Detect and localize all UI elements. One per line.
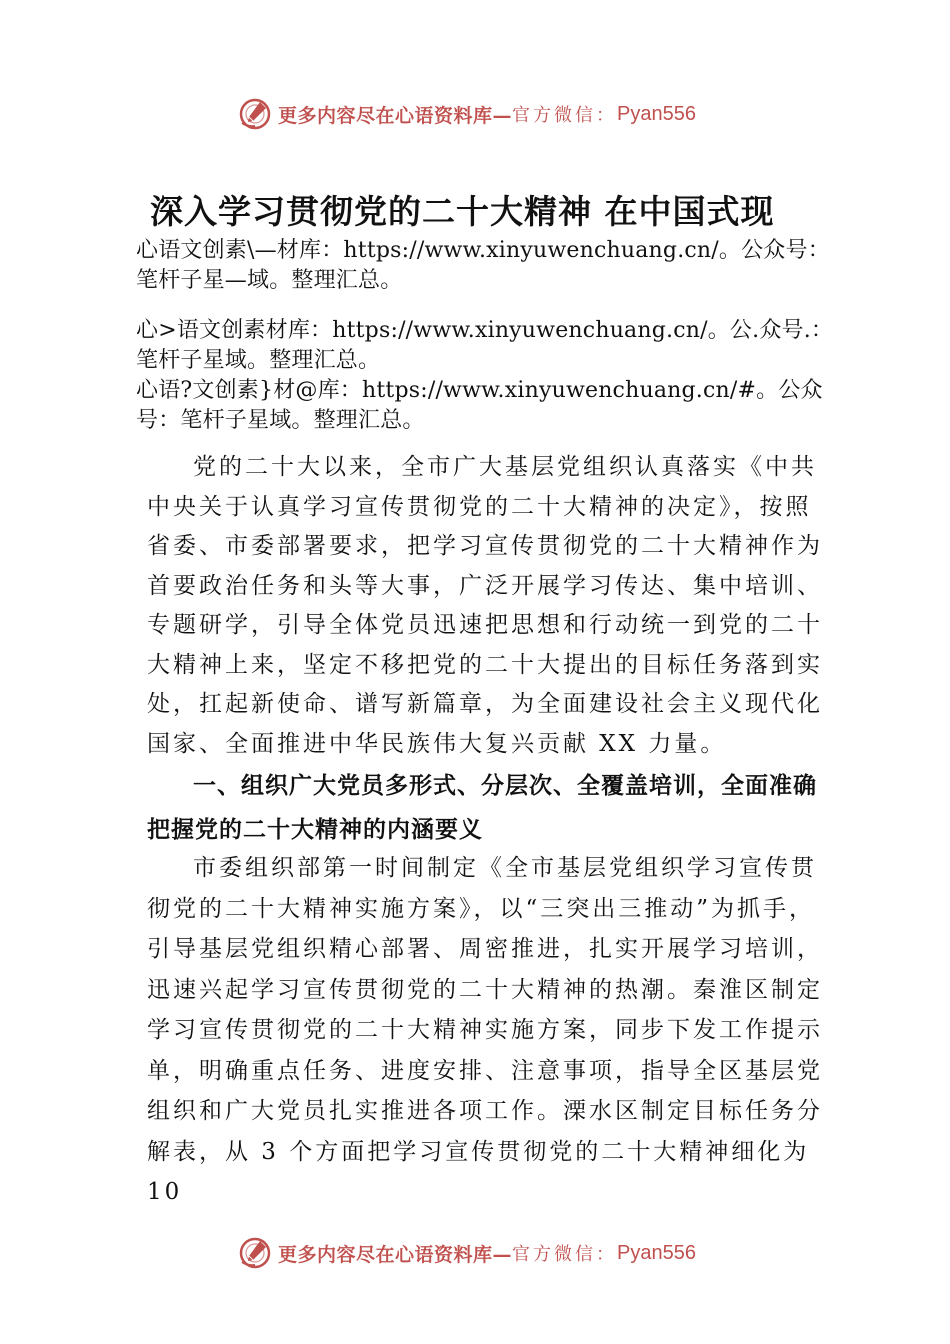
document-title: 深入学习贯彻党的二十大精神 在中国式现 (150, 192, 775, 231)
source-note-3: 心语?文创素}材@库：https://www.xinyuwenchuang.cn/#。公众号：笔杆子星域。整理汇总。 (136, 378, 823, 433)
source-note-1: 心语文创素\—材库：https://www.xinyuwenchuang.cn/。公众号：笔杆子星—域。整理汇总。 (136, 238, 830, 293)
pen-nib-circle-icon (238, 1236, 272, 1270)
pen-nib-circle-icon (238, 97, 272, 131)
section-heading-1: 一、组织广大党员多形式、分层次、全覆盖培训，全面准确把握党的二十大精神的内涵要义 (147, 773, 817, 843)
source-note-2: 心>语文创素材库：https://www.xinyuwenchuang.cn/。公.众号.：笔杆子星域。整理汇总。 (136, 318, 834, 373)
wechat-id: Pyan556 (617, 102, 696, 125)
footer-banner (238, 1235, 696, 1271)
wechat-id: Pyan556 (617, 1241, 696, 1264)
header-banner (238, 96, 696, 132)
wechat-label: 官方微信： (512, 105, 618, 126)
paragraph-intro: 党的二十大以来，全市广大基层党组织认真落实《中共中央关于认真学习宣传贯彻党的二十大精神的决定》，按照省委、市委部署要求，把学习宣传贯彻党的二十大精神作为首要政治任务和头等大事，广泛开展学习传达、集中培训、 专题研学，引导全体党员迅速把思想和行动统一到党的二十大精神上来，坚定不移把党的二十大提出的目标任务落到实处，扛起新使命、谱写新篇章，为全面建设社会主义现代化国家、全面推进中华民族伟大复兴贡献 XX 力量。 (147, 454, 823, 757)
paragraph-section-1: 市委组织部第一时间制定《全市基层党组织学习宣传贯彻党的二十大精神实施方案》，以“三突出三推动”为抓手，引导基层党组织精心部署、周密推进，扎实开展学习培训， 迅速兴起学习宣传贯彻党的二十大精神的热潮。秦淮区制定学习宣传贯彻党的二十大精神实施方案，同步下发工作提示单，明确重点任务、进度安排、注意事项，指导全区基层党组织和广大党员扎实推进各项工作。溧水区制定目标任务分解表，从 3 个方面把学习宣传贯彻党的二十大精神细化为 10 (147, 855, 823, 1205)
banner-text: 更多内容尽在心语资料库— (278, 1243, 513, 1266)
banner-text: 更多内容尽在心语资料库— (278, 104, 513, 127)
wechat-label: 官方微信： (512, 1244, 618, 1265)
